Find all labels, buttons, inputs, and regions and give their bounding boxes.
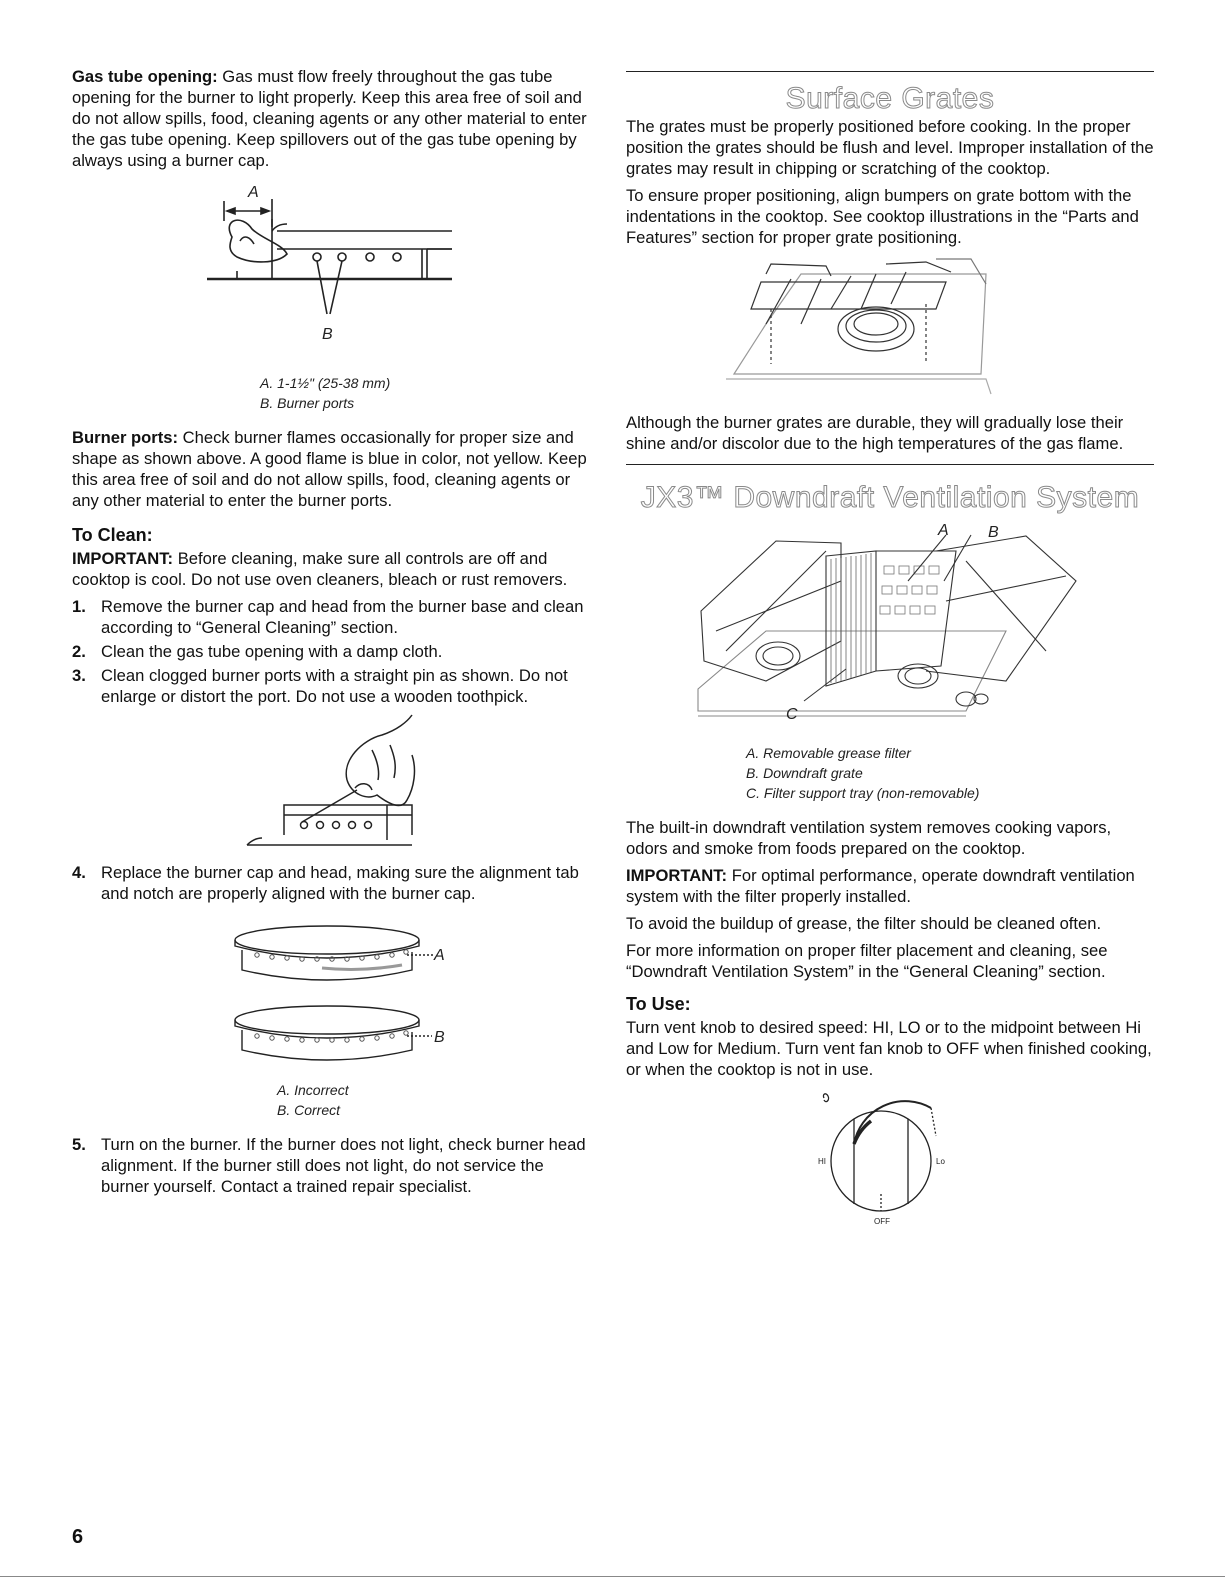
gas-tube-paragraph <box>72 66 587 171</box>
step-text: Remove the burner cap and head from the burner base and clean according to “General Cleaning” section. <box>101 597 584 637</box>
vent-important-paragraph <box>626 865 1154 907</box>
fig3-label-a: A <box>434 947 445 964</box>
step-text: Turn on the burner. If the burner does not light, check burner head alignment. If the burner still does not light, do not service the burner yourself. Contact a trained repair specialist. <box>101 1135 586 1196</box>
fig1-caption <box>260 373 587 413</box>
jx3-heading: JX3™ Downdraft Ventilation System <box>640 481 1140 514</box>
step-text: Replace the burner cap and head, making sure the alignment tab and notch are properly aligned with the burner cap. <box>101 863 579 903</box>
fan-icon <box>823 1094 828 1102</box>
step-text: Clean clogged burner ports with a straight pin as shown. Do not enlarge or distort the port. Do not use a wooden toothpick. <box>101 666 568 706</box>
burner-cap-alignment-illustration <box>72 910 587 1080</box>
grates-paragraph-2: To ensure proper positioning, align bumpers on grate bottom with the indentations in the cooktop. See cooktop illustrations in the “Parts and Features” section for proper grate positioning. <box>626 186 1139 247</box>
vent-important-text: For optimal performance, operate downdraft ventilation system with the filter properly installed. <box>626 866 1135 906</box>
fig5-caption-a: A. Removable grease filter <box>746 745 911 761</box>
fig5-label-b: B <box>988 524 999 541</box>
step-number: 4. <box>72 863 86 882</box>
fig1-caption-b: B. Burner ports <box>260 395 355 411</box>
burner-flame-illustration <box>72 179 587 369</box>
burner-ports-paragraph <box>72 427 587 511</box>
fig3-caption-a: A. Incorrect <box>277 1082 349 1098</box>
knob-off-label: OFF <box>874 1217 890 1226</box>
fig3-caption <box>277 1080 587 1120</box>
vent-important-label: IMPORTANT: <box>626 866 728 885</box>
fig5-label-c: C <box>786 706 798 723</box>
downdraft-cooktop-illustration <box>626 521 1154 743</box>
fig1-caption-a: A. 1-1½" (25-38 mm) <box>260 375 391 391</box>
section-divider <box>626 464 1154 465</box>
fig1-label-b: B <box>322 326 333 343</box>
step-number: 2. <box>72 642 86 661</box>
to-use-text: Turn vent knob to desired speed: HI, LO or to the midpoint between Hi and Low for Medium. Turn vent fan knob to OFF when finished cooking, or when the cooktop is not in use. <box>626 1018 1152 1079</box>
pin-cleaning-illustration <box>72 710 587 850</box>
cleaning-steps-final <box>72 1134 587 1197</box>
step-number: 3. <box>72 666 86 685</box>
fig5-label-a: A <box>938 522 949 539</box>
cleaning-steps-continued <box>72 862 587 904</box>
grates-paragraph-3: Although the burner grates are durable, they will gradually lose their shine and/or discolor due to the high temperatures of the gas flame. <box>626 413 1124 453</box>
knob-lo-label: Lo <box>936 1157 945 1166</box>
gas-tube-title: Gas tube opening: <box>72 67 218 86</box>
vent-paragraph-3: For more information on proper filter placement and cleaning, see “Downdraft Ventilation System” in the “General Cleaning” section. <box>626 941 1108 981</box>
right-column <box>626 71 1154 1231</box>
grate-positioning-illustration <box>626 254 1154 402</box>
fig5-caption-b: B. Downdraft grate <box>746 765 863 781</box>
cleaning-steps <box>72 596 587 707</box>
step-number: 1. <box>72 597 86 616</box>
burner-ports-text: Check burner flames occasionally for proper size and shape as shown above. A good flame is blue in color, not yellow. Keep this area free of soil and do not allow spills, food, cleaning agents or any other material to enter the burner ports. <box>72 428 587 510</box>
to-use-heading: To Use: <box>626 994 691 1014</box>
important-label: IMPORTANT: <box>72 549 174 568</box>
gas-tube-text: Gas must flow freely throughout the gas tube opening for the burner to light properly. Keep this area free of soil and do not allow spills, food, cleaning agents or any other material to enter the gas tube opening. Keep spillovers out of the gas tube opening by always using a burner cap. <box>72 67 587 170</box>
burner-ports-title: Burner ports: <box>72 428 179 447</box>
fig5-caption-c: C. Filter support tray (non-removable) <box>746 785 980 801</box>
step-number: 5. <box>72 1135 86 1154</box>
page-bottom-rule <box>0 1576 1225 1577</box>
step-2 <box>72 641 587 662</box>
page-number: 6 <box>72 1526 84 1548</box>
vent-knob-illustration <box>626 1086 1154 1231</box>
step-5 <box>72 1134 587 1197</box>
fig3-label-b: B <box>434 1029 445 1046</box>
step-text: Clean the gas tube opening with a damp cloth. <box>101 642 443 661</box>
vent-paragraph-1: The built-in downdraft ventilation system removes cooking vapors, odors and smoke from foods prepared on the cooktop. <box>626 818 1112 858</box>
fig3-caption-b: B. Correct <box>277 1102 341 1118</box>
grates-paragraph-1: The grates must be properly positioned before cooking. In the proper position the grates should be flush and level. Improper installation of the grates may result in chipping or scratching of the cooktop. <box>626 117 1154 178</box>
step-4 <box>72 862 587 904</box>
to-clean-heading: To Clean: <box>72 525 153 545</box>
knob-hi-label: HI <box>818 1157 826 1166</box>
fig1-label-a: A <box>248 184 259 201</box>
step-3 <box>72 665 587 707</box>
surface-grates-heading: Surface Grates <box>785 82 995 115</box>
left-column <box>72 66 587 1200</box>
fig5-caption <box>746 743 1154 803</box>
important-text: Before cleaning, make sure all controls are off and cooktop is cool. Do not use oven cleaners, bleach or rust removers. <box>72 549 568 589</box>
section-divider <box>626 71 1154 72</box>
vent-paragraph-2: To avoid the buildup of grease, the filter should be cleaned often. <box>626 914 1102 933</box>
to-clean-important <box>72 548 587 590</box>
step-1 <box>72 596 587 638</box>
